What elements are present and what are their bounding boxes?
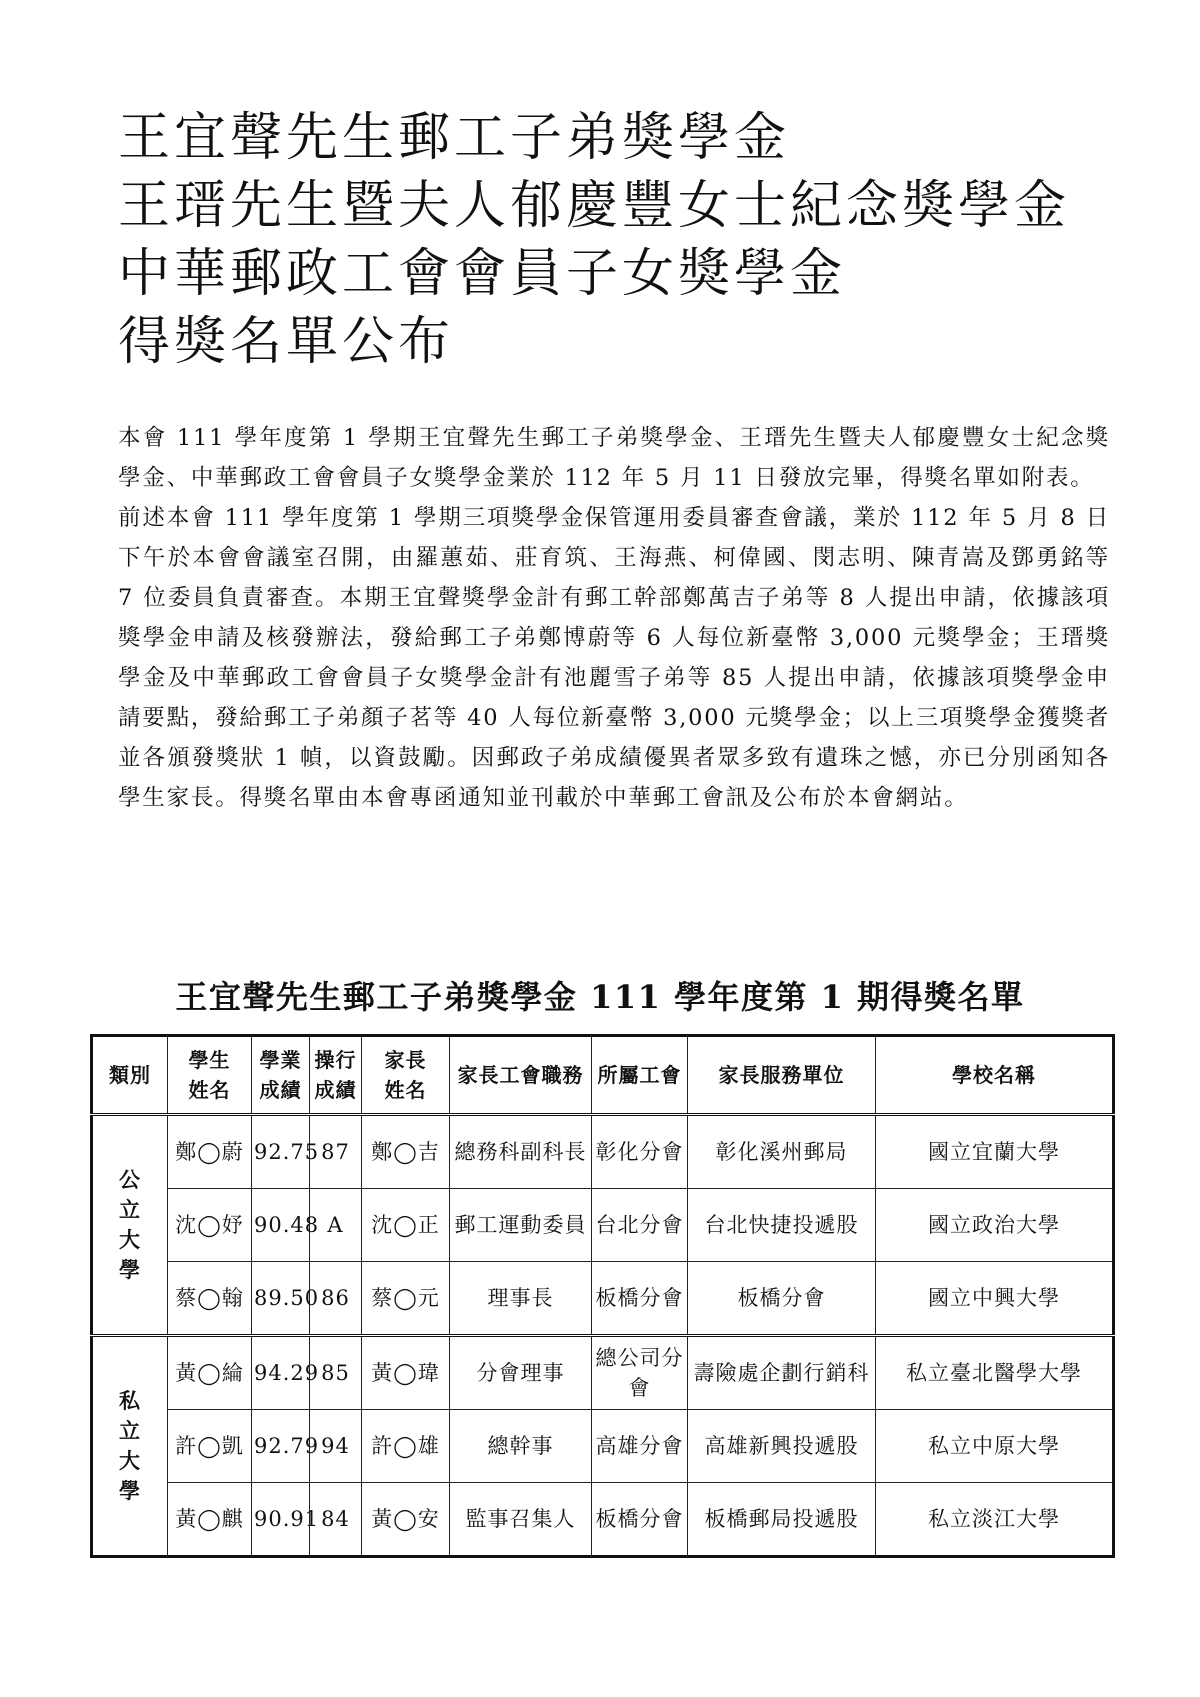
conduct-score-cell: 84 — [310, 1483, 362, 1557]
work-unit-cell: 彰化溪州郵局 — [688, 1115, 876, 1189]
document-title — [118, 104, 1118, 376]
school-cell: 國立宜蘭大學 — [876, 1115, 1114, 1189]
conduct-score-cell: A — [310, 1189, 362, 1262]
school-cell: 國立中興大學 — [876, 1262, 1114, 1336]
union-branch-cell: 板橋分會 — [592, 1262, 688, 1336]
header-union-position: 家長工會職務 — [450, 1036, 592, 1115]
awards-table-container — [90, 1034, 1112, 1558]
school-cell: 私立淡江大學 — [876, 1483, 1114, 1557]
header-category: 類別 — [92, 1036, 168, 1115]
academic-score-cell: 90.91 — [252, 1483, 310, 1557]
union-position-cell: 郵工運動委員 — [450, 1189, 592, 1262]
table-row — [92, 1336, 1114, 1410]
title-line: 得獎名單公布 — [118, 312, 455, 372]
student-name-cell: 鄭◯蔚 — [168, 1115, 252, 1189]
header-student-name: 學生 姓名 — [168, 1036, 252, 1115]
header-work-unit: 家長服務單位 — [688, 1036, 876, 1115]
union-position-cell: 分會理事 — [450, 1336, 592, 1410]
awards-table — [90, 1034, 1115, 1558]
union-position-cell: 總務科副科長 — [450, 1115, 592, 1189]
body-paragraph: 本會 111 學年度第 1 學期王宜聲先生郵工子弟獎學金、王瑨先生暨夫人郁慶豐女士紀念獎學金、中華郵政工會會員子女獎學金業於 112 年 5 月 11 日發放完畢，得獎名單如附表。 — [118, 425, 1110, 491]
category-cell-public: 公 立 大 學 — [92, 1115, 168, 1336]
union-position-cell: 理事長 — [450, 1262, 592, 1336]
school-cell: 私立中原大學 — [876, 1410, 1114, 1483]
union-branch-cell: 總公司分會 — [592, 1336, 688, 1410]
announcement-body — [118, 418, 1110, 818]
table-row — [92, 1262, 1114, 1336]
header-school: 學校名稱 — [876, 1036, 1114, 1115]
parent-name-cell: 許◯雄 — [362, 1410, 450, 1483]
work-unit-cell: 板橋分會 — [688, 1262, 876, 1336]
student-name-cell: 許◯凱 — [168, 1410, 252, 1483]
school-cell: 國立政治大學 — [876, 1189, 1114, 1262]
title-line: 王宜聲先生郵工子弟獎學金 — [118, 108, 791, 168]
parent-name-cell: 蔡◯元 — [362, 1262, 450, 1336]
table-row — [92, 1483, 1114, 1557]
table-row — [92, 1410, 1114, 1483]
header-academic-score: 學業 成績 — [252, 1036, 310, 1115]
student-name-cell: 沈◯妤 — [168, 1189, 252, 1262]
union-position-cell: 監事召集人 — [450, 1483, 592, 1557]
conduct-score-cell: 94 — [310, 1410, 362, 1483]
work-unit-cell: 板橋郵局投遞股 — [688, 1483, 876, 1557]
header-union-branch: 所屬工會 — [592, 1036, 688, 1115]
title-line: 王瑨先生暨夫人郁慶豐女士紀念獎學金 — [118, 176, 1071, 236]
student-name-cell: 黃◯綸 — [168, 1336, 252, 1410]
academic-score-cell: 92.75 — [252, 1115, 310, 1189]
union-position-cell: 總幹事 — [450, 1410, 592, 1483]
table-row — [92, 1115, 1114, 1189]
header-parent-name: 家長 姓名 — [362, 1036, 450, 1115]
union-branch-cell: 板橋分會 — [592, 1483, 688, 1557]
parent-name-cell: 黃◯安 — [362, 1483, 450, 1557]
table-header-row — [92, 1036, 1114, 1115]
parent-name-cell: 鄭◯吉 — [362, 1115, 450, 1189]
header-conduct-score: 操行 成績 — [310, 1036, 362, 1115]
body-paragraph: 前述本會 111 學年度第 1 學期三項獎學金保管運用委員審查會議，業於 112 年 5 月 8 日下午於本會會議室召開，由羅蕙茹、莊育筑、王海燕、柯偉國、閔志明、陳青嵩及鄧勇銘等 7 位委員負責審查。本期王宜聲獎學金計有郵工幹部鄭萬吉子弟等 8 人提出申請，依據該項獎學金申請及核發辦法，發給郵工子弟鄭博蔚等 6 人每位新臺幣 3,000 元獎學金；王瑨獎學金及中華郵政工會會員子女獎學金計有池麗雪子弟等 85 人提出申請，依據該項獎學金申請要點，發給郵工子弟顏子茗等 40 人每位新臺幣 3,000 元獎學金；以上三項獎學金獲獎者並各頒發獎狀 1 幀，以資鼓勵。因郵政子弟成績優異者眾多致有遺珠之憾，亦已分別函知各學生家長。得獎名單由本會專函通知並刊載於中華郵工會訊及公布於本會網站。 — [118, 505, 1110, 811]
student-name-cell: 蔡◯翰 — [168, 1262, 252, 1336]
work-unit-cell: 台北快捷投遞股 — [688, 1189, 876, 1262]
conduct-score-cell: 85 — [310, 1336, 362, 1410]
parent-name-cell: 沈◯正 — [362, 1189, 450, 1262]
union-branch-cell: 台北分會 — [592, 1189, 688, 1262]
academic-score-cell: 89.50 — [252, 1262, 310, 1336]
parent-name-cell: 黃◯瑋 — [362, 1336, 450, 1410]
union-branch-cell: 彰化分會 — [592, 1115, 688, 1189]
work-unit-cell: 高雄新興投遞股 — [688, 1410, 876, 1483]
table-title: 王宜聲先生郵工子弟獎學金 111 學年度第 1 期得獎名單 — [175, 978, 1025, 1016]
conduct-score-cell: 87 — [310, 1115, 362, 1189]
table-row — [92, 1189, 1114, 1262]
category-cell-private: 私 立 大 學 — [92, 1336, 168, 1557]
union-branch-cell: 高雄分會 — [592, 1410, 688, 1483]
work-unit-cell: 壽險處企劃行銷科 — [688, 1336, 876, 1410]
academic-score-cell: 92.79 — [252, 1410, 310, 1483]
title-line: 中華郵政工會會員子女獎學金 — [118, 244, 847, 304]
school-cell: 私立臺北醫學大學 — [876, 1336, 1114, 1410]
academic-score-cell: 94.29 — [252, 1336, 310, 1410]
student-name-cell: 黃◯麒 — [168, 1483, 252, 1557]
academic-score-cell: 90.48 — [252, 1189, 310, 1262]
conduct-score-cell: 86 — [310, 1262, 362, 1336]
